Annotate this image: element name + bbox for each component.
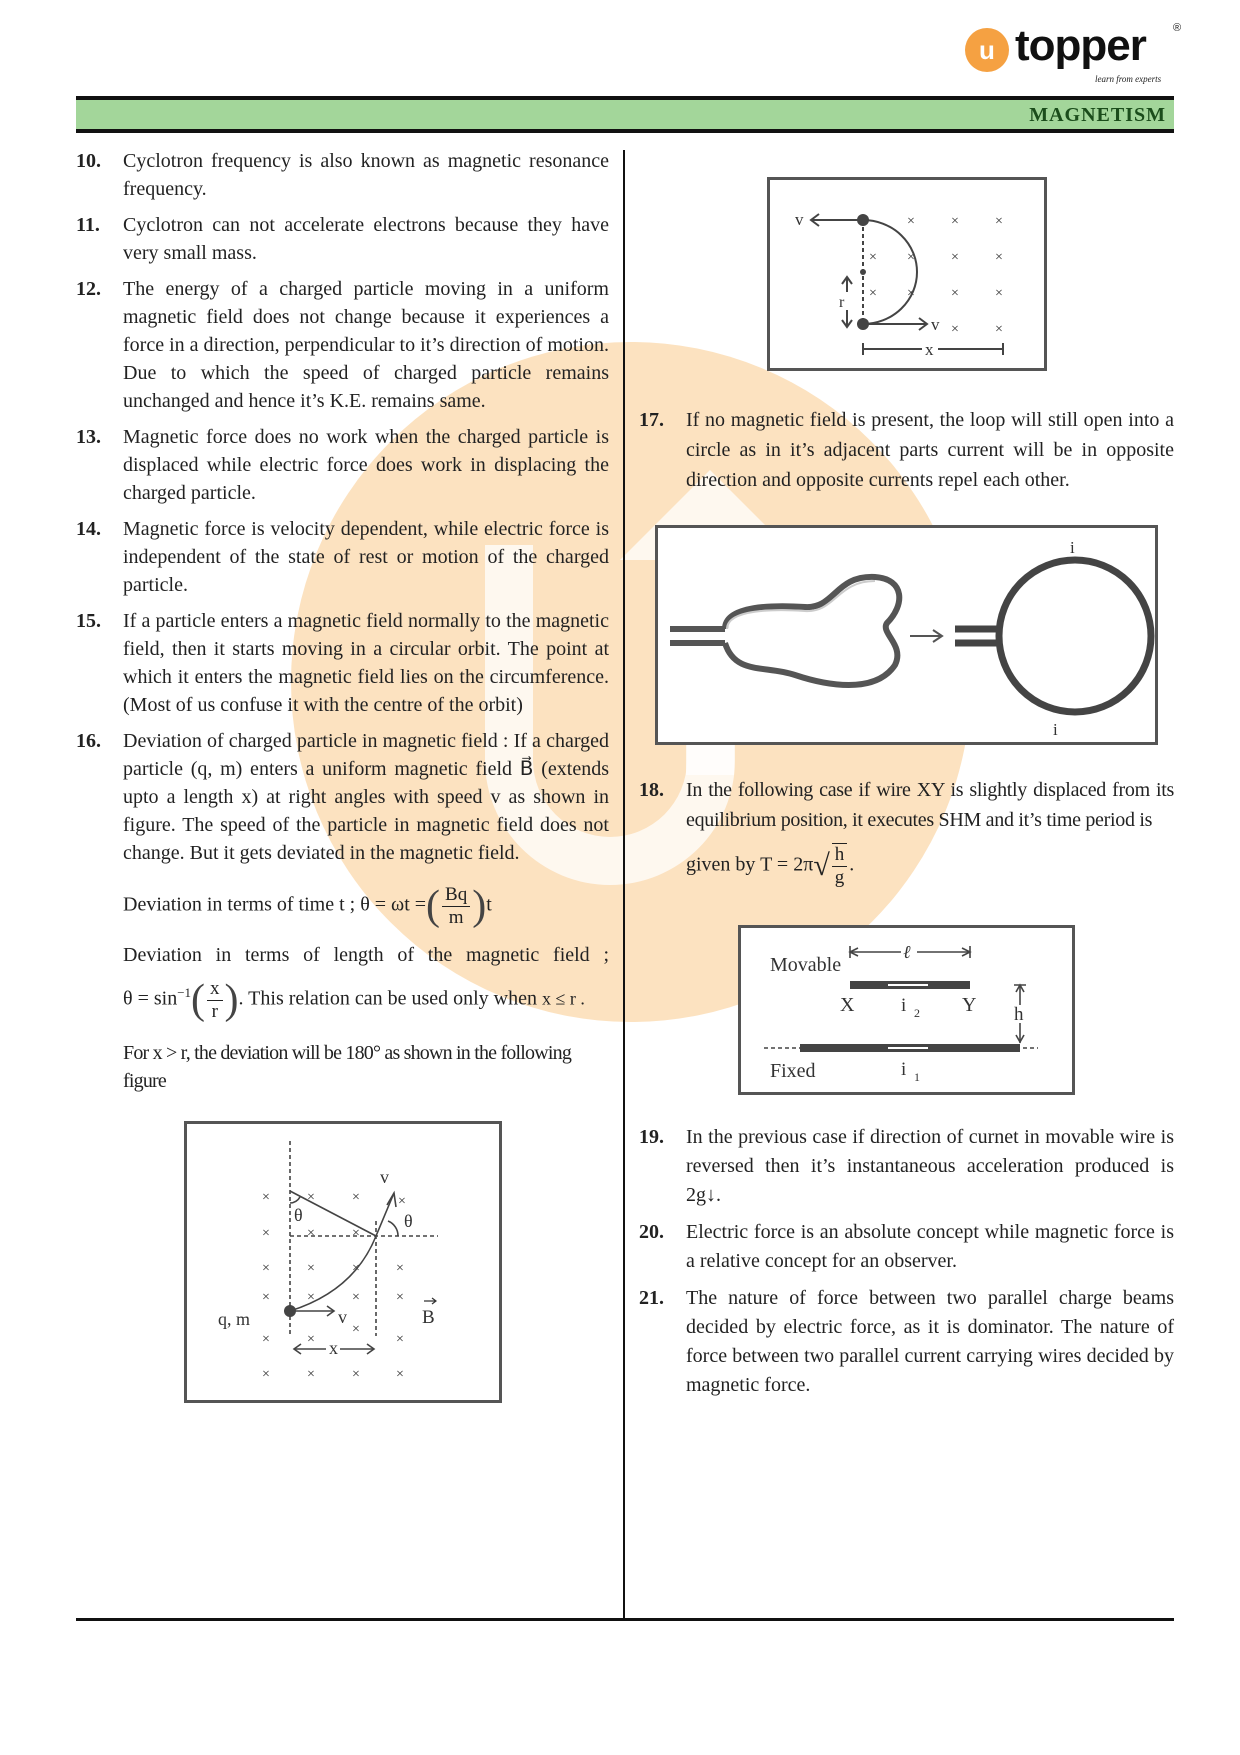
denominator: g — [834, 867, 845, 888]
label-x: x — [329, 1338, 338, 1358]
item-text: Deviation of charged particle in magnetic field : If a charged particle (q, m) enters a uniform magnetic field B⃗ (extends upto a length x) at right angles with speed v as shown in figure. The speed of the particle in magnetic field does not change. But it gets deviated in the magnetic field. — [123, 730, 609, 864]
svg-text:×: × — [869, 250, 877, 265]
deviation-time: Deviation in terms of time t ; θ = ωt =( $\frac{Bq}{m}$ )t — [123, 883, 492, 929]
logo-registered: ® — [1173, 22, 1182, 34]
label-X: X — [840, 994, 855, 1016]
numerator: Bq — [442, 884, 470, 907]
logo-text: topper — [1015, 21, 1146, 70]
svg-text:×: × — [307, 1290, 315, 1305]
label-v: v — [795, 210, 804, 229]
svg-text:×: × — [398, 1194, 406, 1209]
footer-rule — [76, 1618, 1174, 1621]
svg-text:×: × — [352, 1226, 360, 1241]
label-qm: q, m — [218, 1309, 251, 1329]
deflection-figure — [184, 1121, 502, 1403]
label-i1: i — [901, 1059, 907, 1080]
label-theta: θ — [404, 1211, 413, 1231]
svg-text:×: × — [262, 1290, 270, 1305]
deviation-time-label: Deviation in terms of time t ; — [123, 893, 356, 916]
svg-text:×: × — [907, 214, 915, 229]
item-text: In the following case if wire XY is slightly displaced from its equilibrium position, it executes SHM and it’s time period is — [686, 779, 1174, 831]
label-Y: Y — [962, 994, 977, 1016]
item-text: If a particle enters a magnetic field normally to the magnetic field, then it starts moving in a circular orbit. The point at which it enters the magnetic field lies on the circumference. (Most of us confuse it with the centre of the orbit) — [123, 610, 609, 716]
list-item — [639, 1123, 1174, 1210]
svg-text:×: × — [951, 322, 959, 337]
svg-text:×: × — [307, 1367, 315, 1382]
item-number: 14. — [76, 518, 101, 540]
svg-text:×: × — [951, 286, 959, 301]
svg-text:×: × — [995, 214, 1003, 229]
svg-text:×: × — [307, 1190, 315, 1205]
column-divider — [623, 150, 625, 1620]
list-item — [76, 727, 609, 867]
svg-text:×: × — [352, 1261, 360, 1276]
svg-text:×: × — [396, 1290, 404, 1305]
item-number: 15. — [76, 610, 101, 632]
list-item — [76, 515, 609, 599]
svg-text:×: × — [396, 1261, 404, 1276]
sqrt-symbol: √ — [813, 849, 830, 882]
list-item — [76, 423, 609, 507]
item-number: 17. — [639, 409, 664, 431]
denominator: m — [448, 906, 464, 928]
deviation-length-label: Deviation in terms of length of the magnetic field ; — [123, 944, 609, 966]
item-text: In the previous case if direction of curnet in movable wire is reversed then it’s instantaneous acceleration produced is 2g↓. — [686, 1126, 1174, 1206]
label-current: i — [1053, 720, 1058, 739]
item-number: 12. — [76, 278, 101, 300]
formula-suffix: . — [849, 853, 855, 876]
svg-text:×: × — [262, 1367, 270, 1382]
label-i2-sub: 2 — [914, 1006, 920, 1020]
formula-lhs: θ = ωt = — [360, 893, 427, 916]
item-text: Electric force is an absolute concept while magnetic force is a relative concept for an observer. — [686, 1221, 1174, 1272]
large-x-note: For x > r, the deviation will be 180° as shown in the following figure — [123, 1042, 572, 1092]
label-v: v — [338, 1307, 347, 1327]
item-number: 21. — [639, 1287, 664, 1309]
list-item — [76, 147, 609, 203]
svg-text:×: × — [995, 286, 1003, 301]
label-x: x — [925, 340, 934, 359]
item-text: Magnetic force is velocity dependent, while electric force is independent of the state of rest or motion of the charged particle. — [123, 518, 609, 596]
label-fixed: Fixed — [770, 1060, 816, 1082]
numerator: h — [832, 844, 848, 867]
fraction — [207, 978, 223, 1023]
deviation-length-formula: $\theta = \sin^{-1}$( $\frac{x}{r}$ ). This relation can be used only when x ≤ r . — [123, 977, 585, 1023]
formula-lhs: θ = sin — [123, 987, 178, 1010]
list-item — [639, 405, 1174, 495]
shm-formula — [686, 843, 1174, 889]
item-text: Magnetic force does no work when the charged particle is displaced while electric force does work in displacing the charged particle. — [123, 426, 609, 504]
svg-text:×: × — [352, 1190, 360, 1205]
list-item — [76, 211, 609, 267]
formula-text: . This relation can be used only when — [238, 987, 537, 1010]
label-r: r — [839, 294, 845, 311]
item-number: 18. — [639, 779, 664, 801]
svg-text:×: × — [262, 1261, 270, 1276]
superscript: −1 — [177, 984, 192, 1000]
label-theta: θ — [294, 1205, 303, 1225]
item-text: Cyclotron frequency is also known as magnetic resonance frequency. — [123, 150, 609, 200]
svg-text:×: × — [396, 1367, 404, 1382]
svg-text:×: × — [307, 1226, 315, 1241]
svg-text:×: × — [869, 286, 877, 301]
label-i2: i — [901, 995, 907, 1016]
svg-text:×: × — [307, 1332, 315, 1347]
svg-text:×: × — [307, 1261, 315, 1276]
svg-text:×: × — [262, 1226, 270, 1241]
svg-text:×: × — [995, 322, 1003, 337]
svg-text:×: × — [352, 1322, 360, 1337]
chapter-header-band — [76, 96, 1174, 133]
list-item — [639, 775, 1174, 835]
svg-text:×: × — [352, 1290, 360, 1305]
fraction — [442, 884, 470, 929]
item-number: 20. — [639, 1221, 664, 1243]
list-item — [76, 607, 609, 719]
svg-text:×: × — [907, 250, 915, 265]
right-column — [639, 177, 1174, 1408]
formula-suffix: t — [486, 893, 492, 916]
denominator: r — [211, 1000, 218, 1022]
label-current: i — [1070, 538, 1075, 557]
svg-text:×: × — [262, 1332, 270, 1347]
svg-text:×: × — [995, 250, 1003, 265]
topper-logo — [965, 22, 1190, 90]
loop-figure — [655, 525, 1158, 745]
list-item — [76, 275, 609, 415]
item-number: 19. — [639, 1126, 664, 1148]
semicircle-figure — [767, 177, 1047, 371]
wires-figure — [738, 925, 1075, 1095]
svg-text:×: × — [907, 286, 915, 301]
item-number: 13. — [76, 426, 101, 448]
label-v: v — [931, 315, 940, 334]
logo-tagline: learn from experts — [1095, 74, 1162, 84]
formula-prefix: given by — [686, 853, 756, 876]
item-number: 11. — [76, 214, 100, 236]
svg-text:×: × — [951, 214, 959, 229]
label-i1-sub: 1 — [914, 1070, 920, 1084]
label-B: B — [422, 1307, 435, 1328]
svg-text:×: × — [951, 250, 959, 265]
numerator: x — [207, 978, 223, 1001]
item-text: If no magnetic field is present, the loop will still open into a circle as in it’s adjacent parts current will be in opposite direction and opposite currents repel each other. — [686, 409, 1174, 491]
list-item — [639, 1284, 1174, 1400]
label-h: h — [1014, 1004, 1024, 1025]
item-text: Cyclotron can not accelerate electrons because they have very small mass. — [123, 214, 609, 264]
item-text: The nature of force between two parallel charge beams decided by electric force, as it is dominator. The nature of force between two parallel current carrying wires decided by magnetic force. — [686, 1287, 1174, 1396]
svg-text:×: × — [352, 1367, 360, 1382]
logo-circle-icon: u — [965, 28, 1009, 72]
formula-condition: x ≤ r . — [542, 988, 585, 1009]
formula-lhs: T = 2π — [760, 853, 814, 876]
item-number: 16. — [76, 730, 101, 752]
list-item — [639, 1218, 1174, 1276]
label-length: ℓ — [903, 942, 911, 962]
left-column — [76, 147, 609, 1403]
svg-text:×: × — [262, 1190, 270, 1205]
fraction — [832, 843, 848, 889]
chapter-title: MAGNETISM — [1029, 104, 1166, 126]
svg-text:×: × — [396, 1332, 404, 1347]
item-text: The energy of a charged particle moving in a uniform magnetic field does not change because it experiences a force in a direction, perpendicular to it’s direction of motion. Due to which the speed of charged particle remains unchanged and hence it’s K.E. remains same. — [123, 278, 609, 412]
item-number: 10. — [76, 150, 101, 172]
label-v: v — [380, 1167, 389, 1187]
label-movable: Movable — [770, 954, 842, 976]
